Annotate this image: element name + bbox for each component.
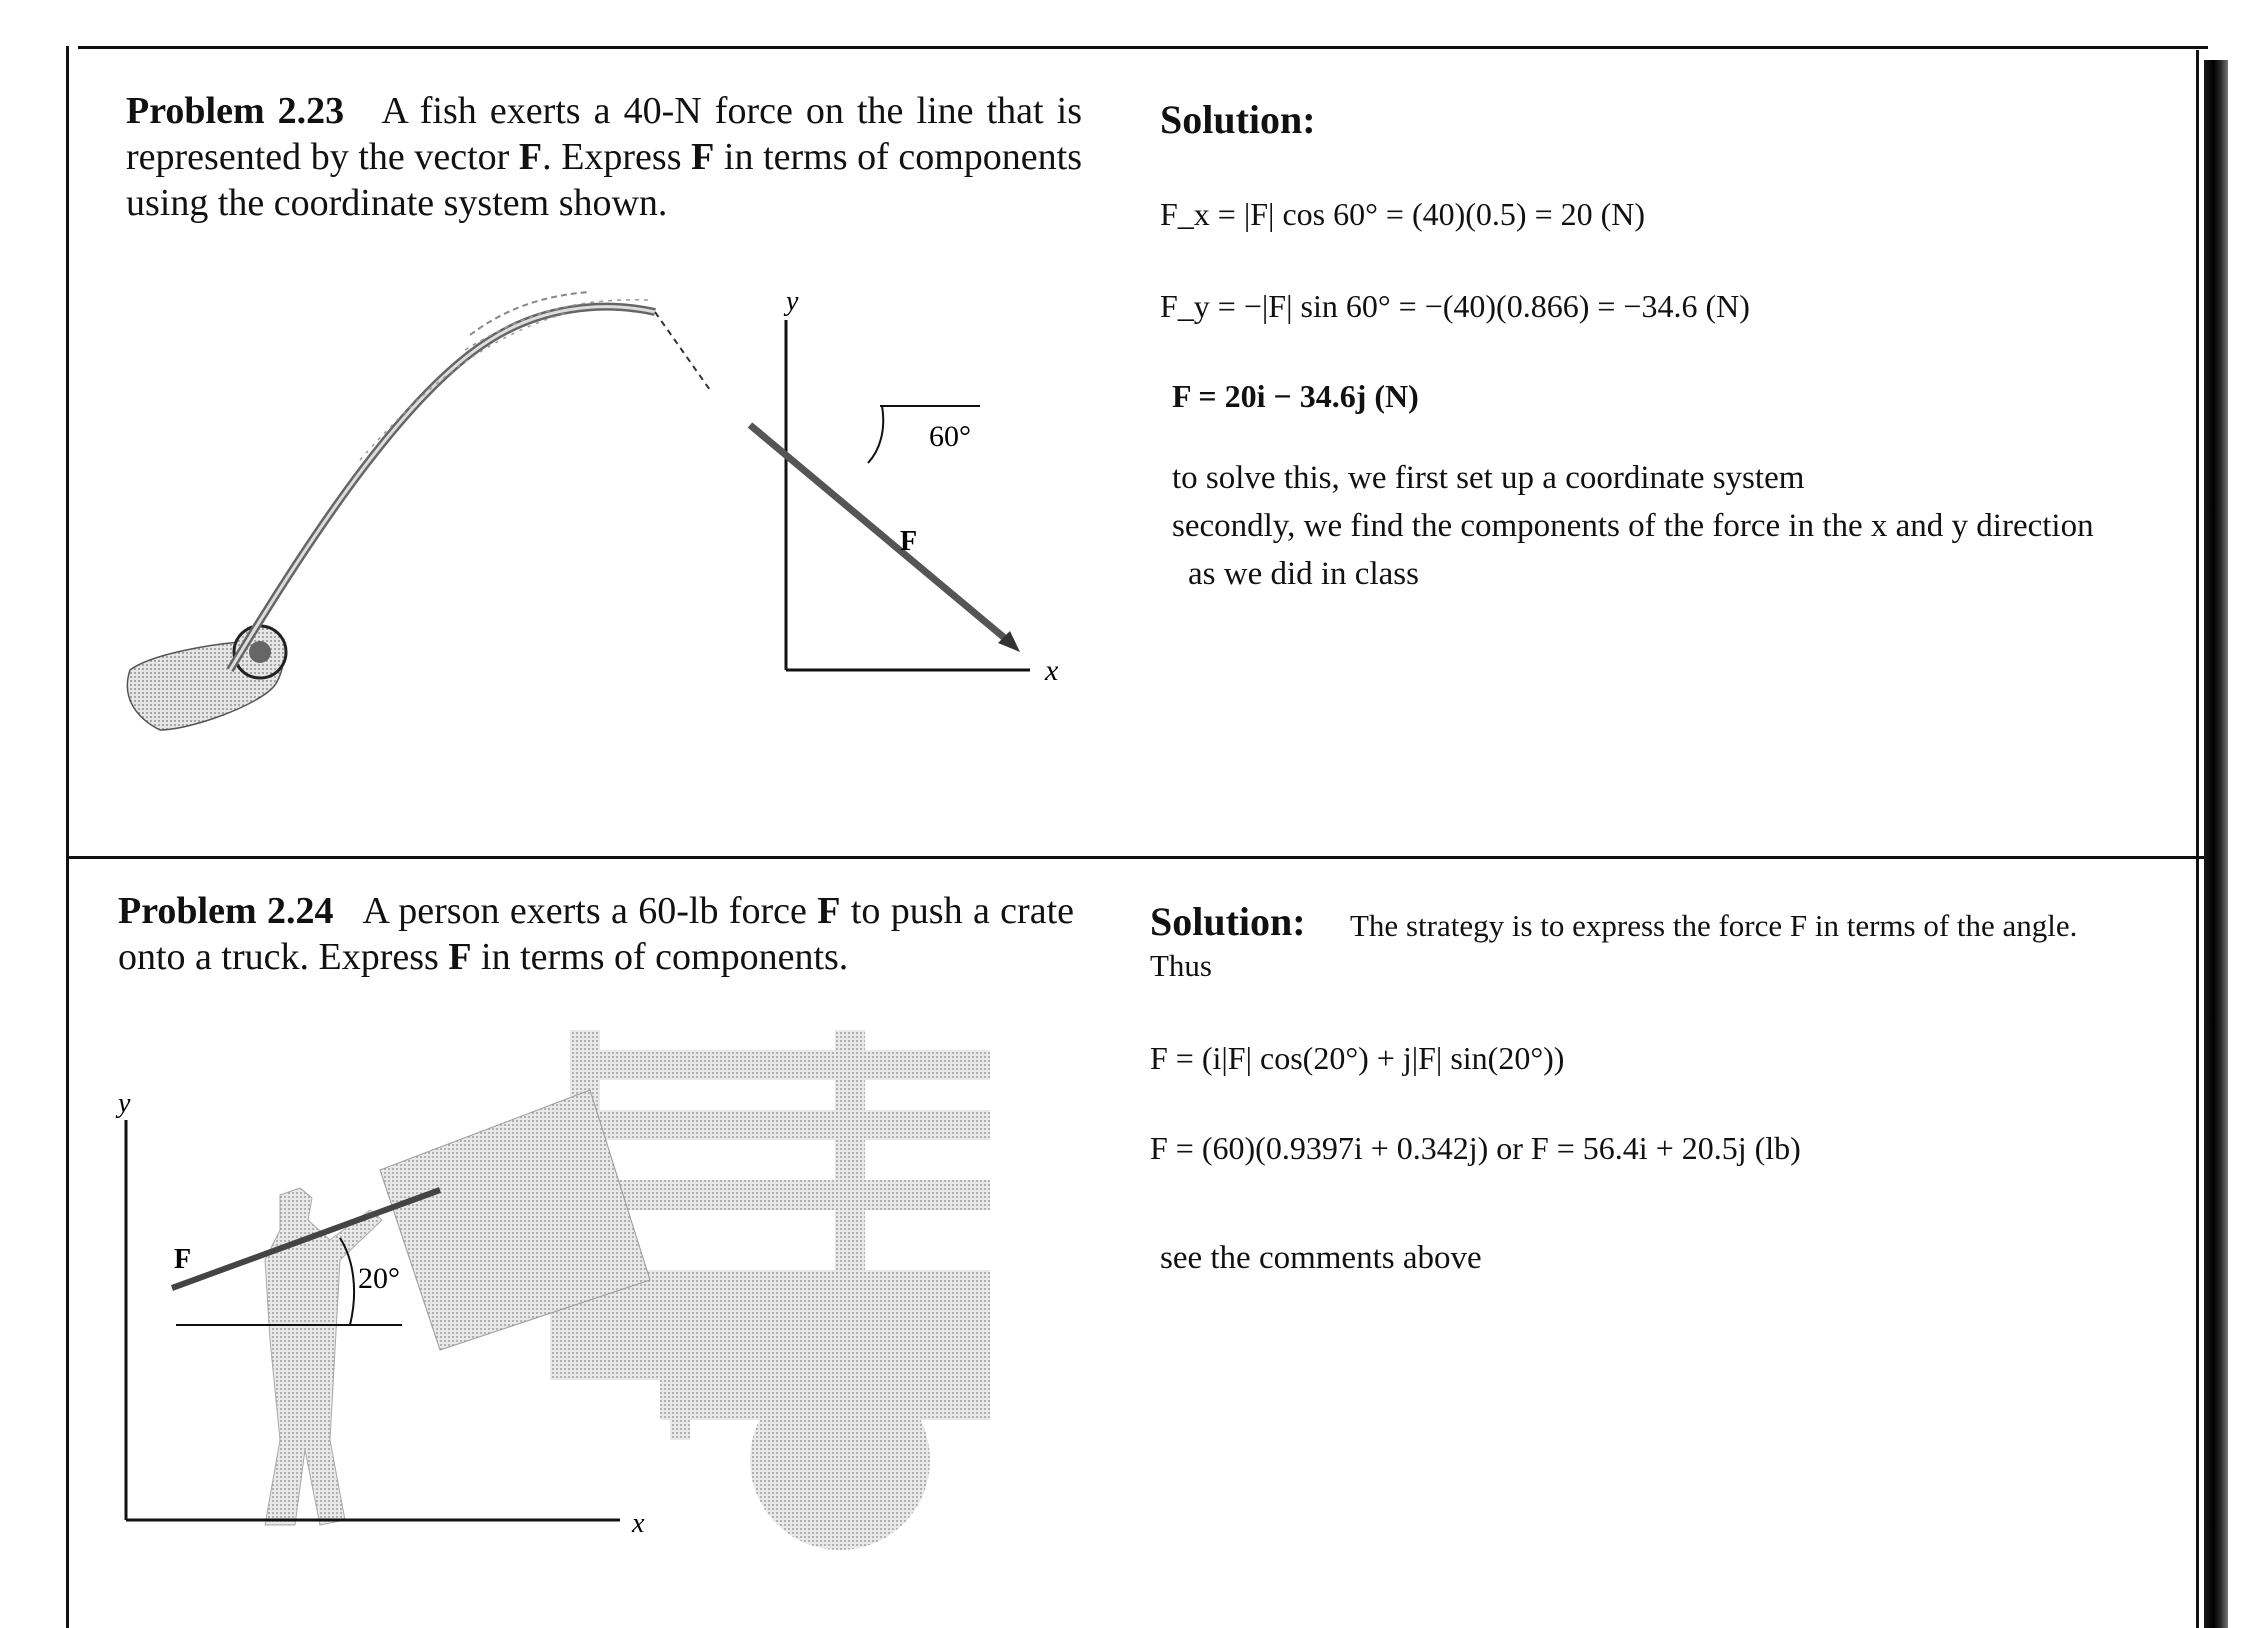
truck-rail bbox=[570, 1110, 990, 1140]
truck-wheel bbox=[750, 1370, 930, 1550]
truck-rail bbox=[570, 1050, 990, 1080]
fishing-rod bbox=[230, 307, 655, 670]
statement-text: in terms of components. bbox=[471, 936, 849, 978]
vector-symbol: F bbox=[448, 936, 472, 978]
x-axis-label: x bbox=[632, 1508, 645, 1539]
y-axis-label: y bbox=[786, 286, 799, 317]
equation-fx: F_x = |F| cos 60° = (40)(0.5) = 20 (N) bbox=[1160, 196, 1646, 232]
equation-fy: F_y = −|F| sin 60° = −(40)(0.866) = −34.6 (N) bbox=[1160, 288, 1750, 324]
vector-symbol: F bbox=[817, 890, 841, 932]
note-line-1: to solve this, we first set up a coordinate system bbox=[1172, 460, 1805, 496]
note-line-3: as we did in class bbox=[1188, 556, 1419, 592]
page-border-right bbox=[2196, 50, 2199, 1628]
problem-label: Problem 2.23 bbox=[126, 90, 345, 132]
statement-text: in terms of components using the coordinate system shown. bbox=[126, 136, 1082, 224]
statement-text: A person exerts a 60-lb force bbox=[362, 890, 818, 932]
problem-2-23-statement bbox=[126, 88, 1082, 226]
fishing-figure bbox=[110, 260, 1090, 750]
equation-vector: F = (i|F| cos(20°) + j|F| sin(20°)) bbox=[1150, 1040, 1565, 1076]
statement-text: A fish exerts a 40-N force on the line that is represented by the vector bbox=[126, 90, 1082, 178]
page-border-left bbox=[66, 46, 69, 1628]
solution-strategy: The strategy is to express the force F in terms of the angle. Thus bbox=[1150, 908, 2078, 983]
equation-result: F = (60)(0.9397i + 0.342j) or F = 56.4i + 20.5j (lb) bbox=[1150, 1130, 1801, 1166]
solution-heading: Solution: bbox=[1150, 899, 1306, 944]
statement-text: to push a crate onto a truck. Express bbox=[118, 890, 1074, 978]
note-line-2: secondly, we find the components of the force in the x and y direction bbox=[1172, 508, 2094, 544]
statement-text: . Express bbox=[542, 136, 692, 178]
angle-label: 20° bbox=[358, 1262, 400, 1295]
vector-symbol: F bbox=[691, 136, 715, 178]
force-vector bbox=[750, 425, 1013, 645]
force-label: F bbox=[174, 1244, 192, 1275]
truck-rail bbox=[570, 1180, 990, 1210]
scan-edge-shadow bbox=[2204, 60, 2228, 1628]
y-axis-label: y bbox=[118, 1088, 131, 1119]
problem-2-24-statement bbox=[118, 888, 1074, 980]
person bbox=[265, 1188, 382, 1525]
truck-figure bbox=[100, 1020, 1000, 1560]
angle-label: 60° bbox=[929, 420, 971, 453]
section-divider bbox=[66, 856, 2208, 859]
problem-label: Problem 2.24 bbox=[118, 890, 334, 932]
solution-heading: Solution: bbox=[1160, 97, 1316, 142]
force-label: F bbox=[900, 526, 918, 557]
page-border-top bbox=[78, 46, 2208, 49]
vector-symbol: F bbox=[518, 136, 543, 178]
x-axis-label: x bbox=[1045, 654, 1059, 687]
note-line: see the comments above bbox=[1160, 1240, 1482, 1276]
equation-vector: F = 20i − 34.6j (N) bbox=[1172, 378, 1419, 414]
